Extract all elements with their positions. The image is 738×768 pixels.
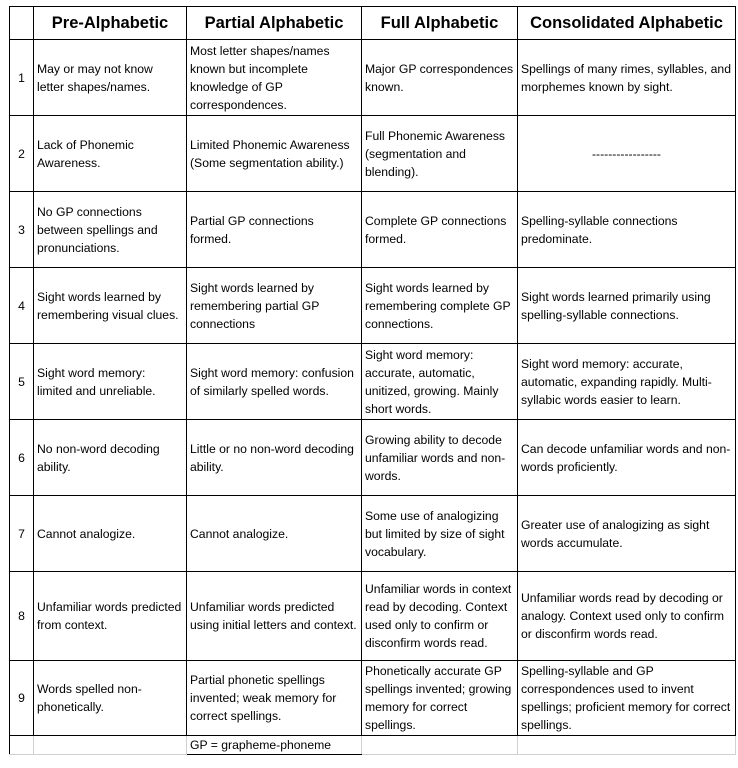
phases-table: [9, 6, 736, 755]
cell-partial-alphabetic: Sight word memory: confusion of similarly spelled words.: [187, 344, 362, 420]
cell-full-alphabetic: Sight word memory: accurate, automatic, unitized, growing. Mainly short words.: [362, 344, 518, 420]
cell-consolidated-alphabetic: -----------------: [518, 116, 736, 192]
table-row: [10, 420, 736, 496]
cell-full-alphabetic: Some use of analogizing but limited by size of sight vocabulary.: [362, 496, 518, 572]
cell-consolidated-alphabetic: Greater use of analogizing as sight words accumulate.: [518, 496, 736, 572]
table-row: [10, 192, 736, 268]
row-number: 9: [10, 661, 34, 736]
cell-partial-alphabetic: Limited Phonemic Awareness (Some segmentation ability.): [187, 116, 362, 192]
cell-consolidated-alphabetic: Can decode unfamiliar words and non-words proficiently.: [518, 420, 736, 496]
cell-pre-alphabetic: May or may not know letter shapes/names.: [34, 40, 187, 116]
cell-consolidated-alphabetic: Spelling-syllable connections predominate.: [518, 192, 736, 268]
cell-full-alphabetic: Phonetically accurate GP spellings invented; growing memory for correct spellings.: [362, 661, 518, 736]
table-row: [10, 40, 736, 116]
cell-consolidated-alphabetic: Spelling-syllable and GP correspondences used to invent spellings; proficient memory for correct spellings.: [518, 661, 736, 736]
cell-full-alphabetic: Sight words learned by remembering complete GP connections.: [362, 268, 518, 344]
row-number: 5: [10, 344, 34, 420]
header-row-number: [10, 7, 34, 40]
cell-pre-alphabetic: Lack of Phonemic Awareness.: [34, 116, 187, 192]
cell-pre-alphabetic: Cannot analogize.: [34, 496, 187, 572]
table-row: [10, 268, 736, 344]
cell-partial-alphabetic: Partial GP connections formed.: [187, 192, 362, 268]
cell-pre-alphabetic: Sight word memory: limited and unreliable.: [34, 344, 187, 420]
footnote: GP = grapheme-phoneme: [187, 736, 362, 755]
header-row: [10, 7, 736, 40]
row-number: 1: [10, 40, 34, 116]
footnote-spacer: [362, 736, 518, 755]
row-number: 3: [10, 192, 34, 268]
cell-consolidated-alphabetic: Sight word memory: accurate, automatic, expanding rapidly. Multi-syllabic words easier to learn.: [518, 344, 736, 420]
cell-full-alphabetic: Full Phonemic Awareness (segmentation and blending).: [362, 116, 518, 192]
cell-partial-alphabetic: Unfamiliar words predicted using initial letters and context.: [187, 572, 362, 661]
cell-partial-alphabetic: Sight words learned by remembering partial GP connections: [187, 268, 362, 344]
cell-pre-alphabetic: Sight words learned by remembering visual clues.: [34, 268, 187, 344]
cell-consolidated-alphabetic: Spellings of many rimes, syllables, and morphemes known by sight.: [518, 40, 736, 116]
row-number: 6: [10, 420, 34, 496]
table-row: [10, 572, 736, 661]
table-row: [10, 344, 736, 420]
row-number: 8: [10, 572, 34, 661]
header-full-alphabetic: Full Alphabetic: [362, 7, 518, 40]
header-pre-alphabetic: Pre-Alphabetic: [34, 7, 187, 40]
cell-partial-alphabetic: Partial phonetic spellings invented; weak memory for correct spellings.: [187, 661, 362, 736]
cell-pre-alphabetic: No GP connections between spellings and pronunciations.: [34, 192, 187, 268]
cell-full-alphabetic: Unfamiliar words in context read by decoding. Context used only to confirm or disconfirm words read.: [362, 572, 518, 661]
cell-full-alphabetic: Major GP correspondences known.: [362, 40, 518, 116]
table-row: [10, 496, 736, 572]
table-row: [10, 116, 736, 192]
cell-pre-alphabetic: Unfamiliar words predicted from context.: [34, 572, 187, 661]
cell-pre-alphabetic: No non-word decoding ability.: [34, 420, 187, 496]
cell-partial-alphabetic: Little or no non-word decoding ability.: [187, 420, 362, 496]
footnote-spacer: [34, 736, 187, 755]
row-number: 4: [10, 268, 34, 344]
cell-full-alphabetic: Growing ability to decode unfamiliar words and non-words.: [362, 420, 518, 496]
row-number: 7: [10, 496, 34, 572]
footnote-spacer: [10, 736, 34, 755]
cell-full-alphabetic: Complete GP connections formed.: [362, 192, 518, 268]
footnote-spacer: [518, 736, 736, 755]
cell-partial-alphabetic: Cannot analogize.: [187, 496, 362, 572]
table-row: [10, 661, 736, 736]
row-number: 2: [10, 116, 34, 192]
cell-partial-alphabetic: Most letter shapes/names known but incomplete knowledge of GP correspondences.: [187, 40, 362, 116]
header-consolidated-alphabetic: Consolidated Alphabetic: [518, 7, 736, 40]
cell-consolidated-alphabetic: Unfamiliar words read by decoding or analogy. Context used only to confirm or disconfirm words read.: [518, 572, 736, 661]
cell-pre-alphabetic: Words spelled non-phonetically.: [34, 661, 187, 736]
cell-consolidated-alphabetic: Sight words learned primarily using spelling-syllable connections.: [518, 268, 736, 344]
footnote-row: [10, 736, 736, 755]
header-partial-alphabetic: Partial Alphabetic: [187, 7, 362, 40]
